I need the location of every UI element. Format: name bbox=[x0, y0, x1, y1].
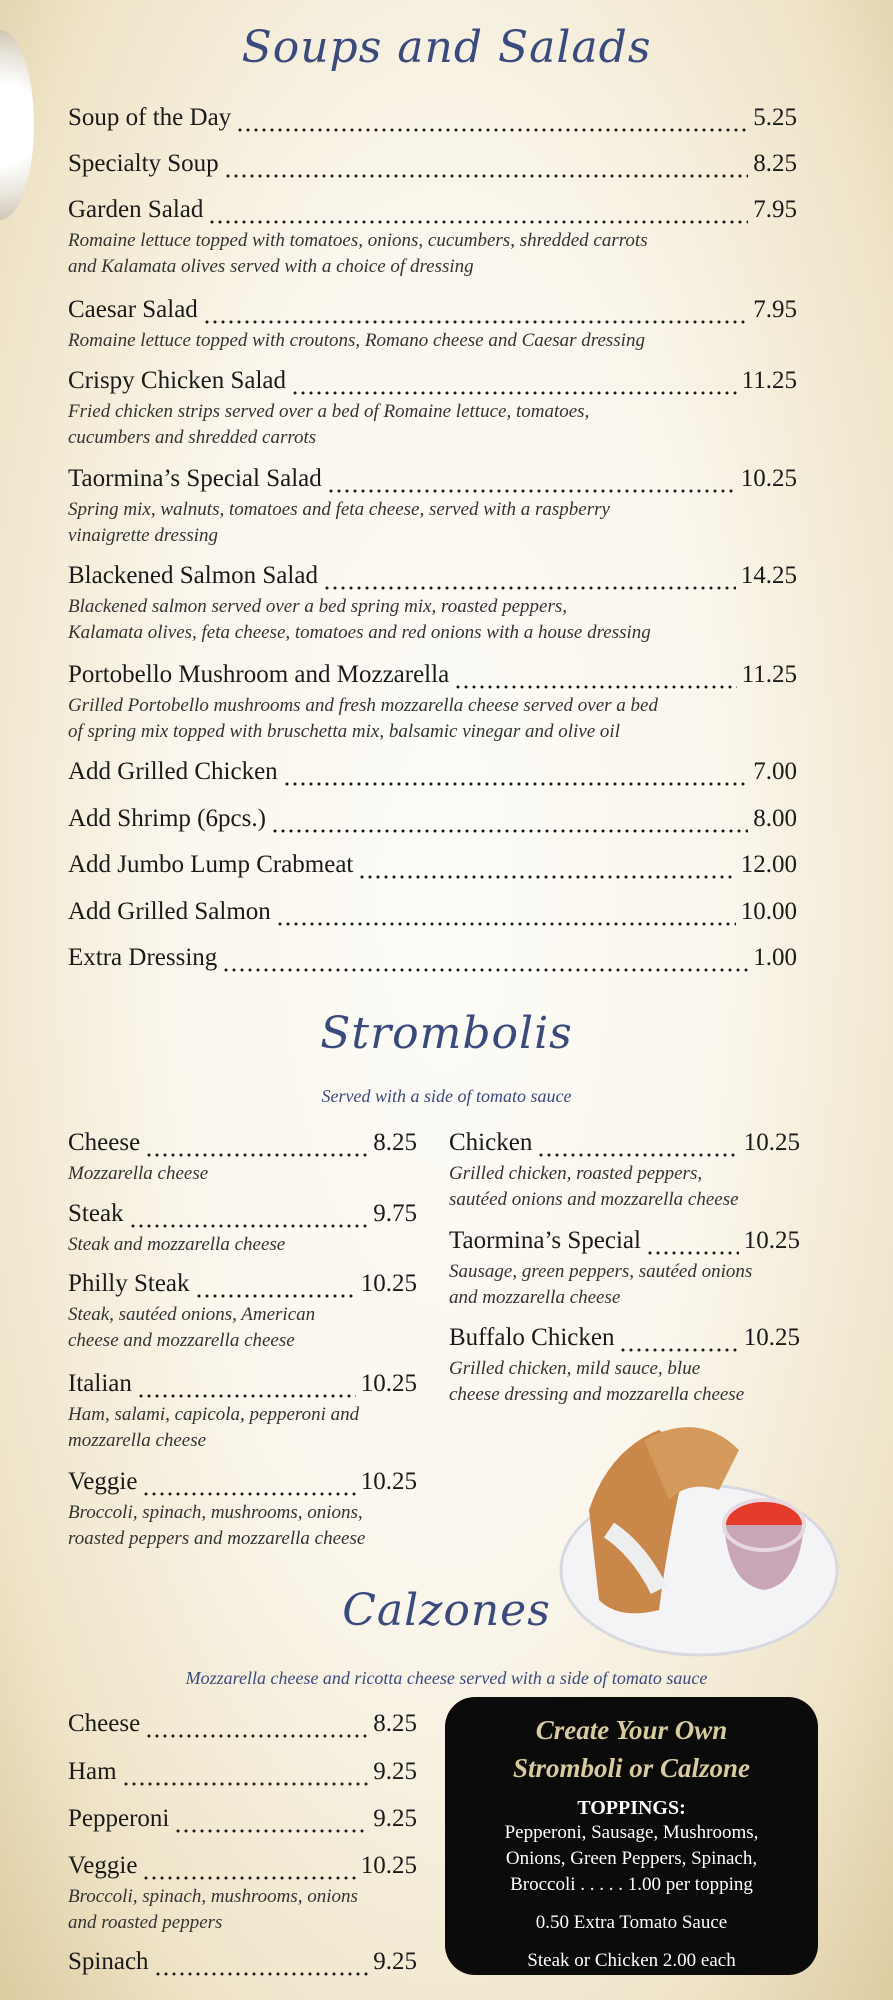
toppings-label: TOPPINGS: bbox=[577, 1797, 686, 1819]
item-price: 14.25 bbox=[740, 562, 797, 589]
item-description: Mozzarella cheese bbox=[68, 1163, 209, 1184]
dot-leader bbox=[646, 1225, 739, 1257]
menu-item bbox=[68, 102, 797, 134]
extra-sauce: 0.50 Extra Tomato Sauce bbox=[535, 1912, 728, 1933]
dot-leader bbox=[137, 1368, 356, 1400]
dot-leader bbox=[195, 1268, 356, 1300]
dot-leader bbox=[323, 560, 736, 592]
item-description: Blackened salmon served over a bed spring mix, roasted peppers, bbox=[68, 596, 567, 617]
menu-item bbox=[68, 1946, 417, 1978]
item-price: 10.25 bbox=[743, 1324, 800, 1351]
dot-leader bbox=[129, 1198, 369, 1230]
menu-item bbox=[449, 1322, 800, 1354]
item-description: Romaine lettuce topped with tomatoes, onions, cucumbers, shredded carrots bbox=[68, 230, 648, 251]
item-price: 10.25 bbox=[360, 1270, 417, 1297]
menu-item bbox=[68, 849, 797, 881]
item-price: 9.25 bbox=[373, 1948, 417, 1975]
dot-leader bbox=[222, 942, 748, 974]
item-price: 8.25 bbox=[753, 150, 797, 177]
dot-leader bbox=[122, 1756, 369, 1788]
item-description: cucumbers and shredded carrots bbox=[68, 427, 317, 448]
toppings-line: Pepperoni, Sausage, Mushrooms, bbox=[504, 1822, 759, 1843]
menu-item bbox=[68, 1708, 417, 1740]
item-name: Garden Salad bbox=[68, 196, 204, 223]
item-description: Ham, salami, capicola, pepperoni and bbox=[68, 1404, 360, 1425]
item-description: cheese and mozzarella cheese bbox=[68, 1330, 295, 1351]
item-price: 7.95 bbox=[753, 296, 797, 323]
dot-leader bbox=[174, 1803, 368, 1835]
item-price: 8.25 bbox=[373, 1710, 417, 1737]
item-name: Cheese bbox=[68, 1129, 141, 1156]
item-description: of spring mix topped with bruschetta mix, balsamic vinegar and olive oil bbox=[68, 721, 620, 742]
item-description: Fried chicken strips served over a bed of Romaine lettuce, tomatoes, bbox=[68, 401, 590, 422]
item-description: and mozzarella cheese bbox=[449, 1287, 621, 1308]
menu-item bbox=[68, 1803, 417, 1835]
item-price: 10.25 bbox=[740, 465, 797, 492]
menu-item bbox=[68, 560, 797, 592]
menu-item bbox=[68, 1466, 417, 1498]
item-price: 11.25 bbox=[741, 661, 797, 688]
item-name: Philly Steak bbox=[68, 1270, 190, 1297]
item-price: 9.25 bbox=[373, 1758, 417, 1785]
item-name: Veggie bbox=[68, 1468, 138, 1495]
item-description: mozzarella cheese bbox=[68, 1430, 207, 1451]
meat-extra: Steak or Chicken 2.00 each bbox=[527, 1950, 736, 1971]
item-name: Taormina’s Special bbox=[449, 1227, 641, 1254]
item-name: Soup of the Day bbox=[68, 104, 232, 131]
dot-leader bbox=[145, 1127, 368, 1159]
item-name: Specialty Soup bbox=[68, 150, 219, 177]
dot-leader bbox=[537, 1127, 738, 1159]
item-description: Romaine lettuce topped with croutons, Romano cheese and Caesar dressing bbox=[68, 330, 645, 351]
strombolis-title: Strombolis bbox=[320, 1008, 573, 1059]
item-description: cheese dressing and mozzarella cheese bbox=[449, 1384, 745, 1405]
item-price: 10.25 bbox=[360, 1370, 417, 1397]
item-name: Crispy Chicken Salad bbox=[68, 367, 287, 394]
create-your-own-box bbox=[445, 1697, 818, 1975]
item-price: 9.75 bbox=[373, 1200, 417, 1227]
item-name: Extra Dressing bbox=[68, 944, 218, 971]
box-heading-2: Stromboli or Calzone bbox=[512, 1753, 751, 1783]
item-description: Steak, sautéed onions, American bbox=[68, 1304, 316, 1325]
menu-item bbox=[68, 365, 797, 397]
dot-leader bbox=[224, 148, 749, 180]
dot-leader bbox=[236, 102, 748, 134]
item-name: Cheese bbox=[68, 1710, 141, 1737]
item-price: 5.25 bbox=[753, 104, 797, 131]
item-name: Caesar Salad bbox=[68, 296, 198, 323]
item-description: vinaigrette dressing bbox=[68, 525, 219, 546]
item-description: and Kalamata olives served with a choice of dressing bbox=[68, 256, 474, 277]
item-price: 7.00 bbox=[753, 758, 797, 785]
dot-leader bbox=[454, 659, 737, 691]
box-heading-1: Create Your Own bbox=[535, 1715, 728, 1745]
item-name: Add Grilled Salmon bbox=[68, 898, 271, 925]
dot-leader bbox=[327, 463, 736, 495]
dot-leader bbox=[154, 1946, 369, 1978]
item-name: Veggie bbox=[68, 1852, 138, 1879]
menu-item bbox=[449, 1127, 800, 1159]
menu-item bbox=[68, 194, 797, 226]
menu-item bbox=[68, 659, 797, 691]
toppings-line: Broccoli . . . . . 1.00 per topping bbox=[510, 1874, 753, 1895]
menu-item bbox=[68, 294, 797, 326]
item-name: Portobello Mushroom and Mozzarella bbox=[68, 661, 450, 688]
item-description: Kalamata olives, feta cheese, tomatoes and red onions with a house dressing bbox=[68, 622, 651, 643]
dot-leader bbox=[276, 896, 736, 928]
dot-leader bbox=[142, 1466, 355, 1498]
toppings-line: Onions, Green Peppers, Spinach, bbox=[505, 1848, 758, 1869]
item-name: Pepperoni bbox=[68, 1805, 170, 1832]
item-description: Grilled chicken, mild sauce, blue bbox=[449, 1358, 701, 1379]
item-description: Grilled Portobello mushrooms and fresh mozzarella cheese served over a bed bbox=[68, 695, 658, 716]
item-price: 8.25 bbox=[373, 1129, 417, 1156]
item-price: 1.00 bbox=[753, 944, 797, 971]
item-price: 10.25 bbox=[360, 1468, 417, 1495]
dot-leader bbox=[619, 1322, 738, 1354]
item-price: 11.25 bbox=[741, 367, 797, 394]
item-price: 9.25 bbox=[373, 1805, 417, 1832]
menu-item bbox=[68, 1850, 417, 1882]
menu-item bbox=[68, 803, 797, 835]
item-description: Grilled chicken, roasted peppers, bbox=[449, 1163, 703, 1184]
item-price: 10.25 bbox=[743, 1129, 800, 1156]
dot-leader bbox=[358, 849, 735, 881]
item-name: Spinach bbox=[68, 1948, 149, 1975]
item-description: Broccoli, spinach, mushrooms, onions, bbox=[68, 1502, 363, 1523]
item-name: Add Grilled Chicken bbox=[68, 758, 278, 785]
item-name: Blackened Salmon Salad bbox=[68, 562, 318, 589]
dot-leader bbox=[271, 803, 748, 835]
item-description: Sausage, green peppers, sautéed onions bbox=[449, 1261, 753, 1282]
item-price: 10.25 bbox=[743, 1227, 800, 1254]
item-description: roasted peppers and mozzarella cheese bbox=[68, 1528, 366, 1549]
item-price: 7.95 bbox=[753, 196, 797, 223]
menu-item bbox=[68, 942, 797, 974]
item-price: 12.00 bbox=[740, 851, 797, 878]
calzones-subtitle: Mozzarella cheese and ricotta cheese served with a side of tomato sauce bbox=[185, 1668, 708, 1688]
menu-item bbox=[68, 1127, 417, 1159]
item-description: Broccoli, spinach, mushrooms, onions bbox=[68, 1886, 358, 1907]
item-description: and roasted peppers bbox=[68, 1912, 223, 1933]
item-price: 8.00 bbox=[753, 805, 797, 832]
item-name: Ham bbox=[68, 1758, 117, 1785]
dot-leader bbox=[145, 1708, 368, 1740]
dot-leader bbox=[283, 756, 749, 788]
menu-item bbox=[449, 1225, 800, 1257]
item-description: Steak and mozzarella cheese bbox=[68, 1234, 286, 1255]
menu-item bbox=[68, 1756, 417, 1788]
menu-item bbox=[68, 1368, 417, 1400]
menu-item bbox=[68, 1268, 417, 1300]
item-price: 10.25 bbox=[360, 1852, 417, 1879]
item-name: Italian bbox=[68, 1370, 132, 1397]
calzones-title: Calzones bbox=[342, 1585, 551, 1636]
item-name: Steak bbox=[68, 1200, 124, 1227]
item-name: Add Jumbo Lump Crabmeat bbox=[68, 851, 354, 878]
item-description: sautéed onions and mozzarella cheese bbox=[449, 1189, 739, 1210]
menu-item bbox=[68, 463, 797, 495]
item-price: 10.00 bbox=[740, 898, 797, 925]
menu-item bbox=[68, 1198, 417, 1230]
item-name: Chicken bbox=[449, 1129, 533, 1156]
item-name: Taormina’s Special Salad bbox=[68, 465, 322, 492]
menu-item bbox=[68, 756, 797, 788]
dot-leader bbox=[291, 365, 737, 397]
dot-leader bbox=[203, 294, 748, 326]
soups-salads-title: Soups and Salads bbox=[241, 22, 652, 73]
item-description: Spring mix, walnuts, tomatoes and feta cheese, served with a raspberry bbox=[68, 499, 610, 520]
dot-leader bbox=[142, 1850, 355, 1882]
menu-item bbox=[68, 896, 797, 928]
strombolis-subtitle: Served with a side of tomato sauce bbox=[321, 1086, 572, 1106]
item-name: Add Shrimp (6pcs.) bbox=[68, 805, 266, 832]
menu-item bbox=[68, 148, 797, 180]
item-name: Buffalo Chicken bbox=[449, 1324, 615, 1351]
dot-leader bbox=[208, 194, 748, 226]
